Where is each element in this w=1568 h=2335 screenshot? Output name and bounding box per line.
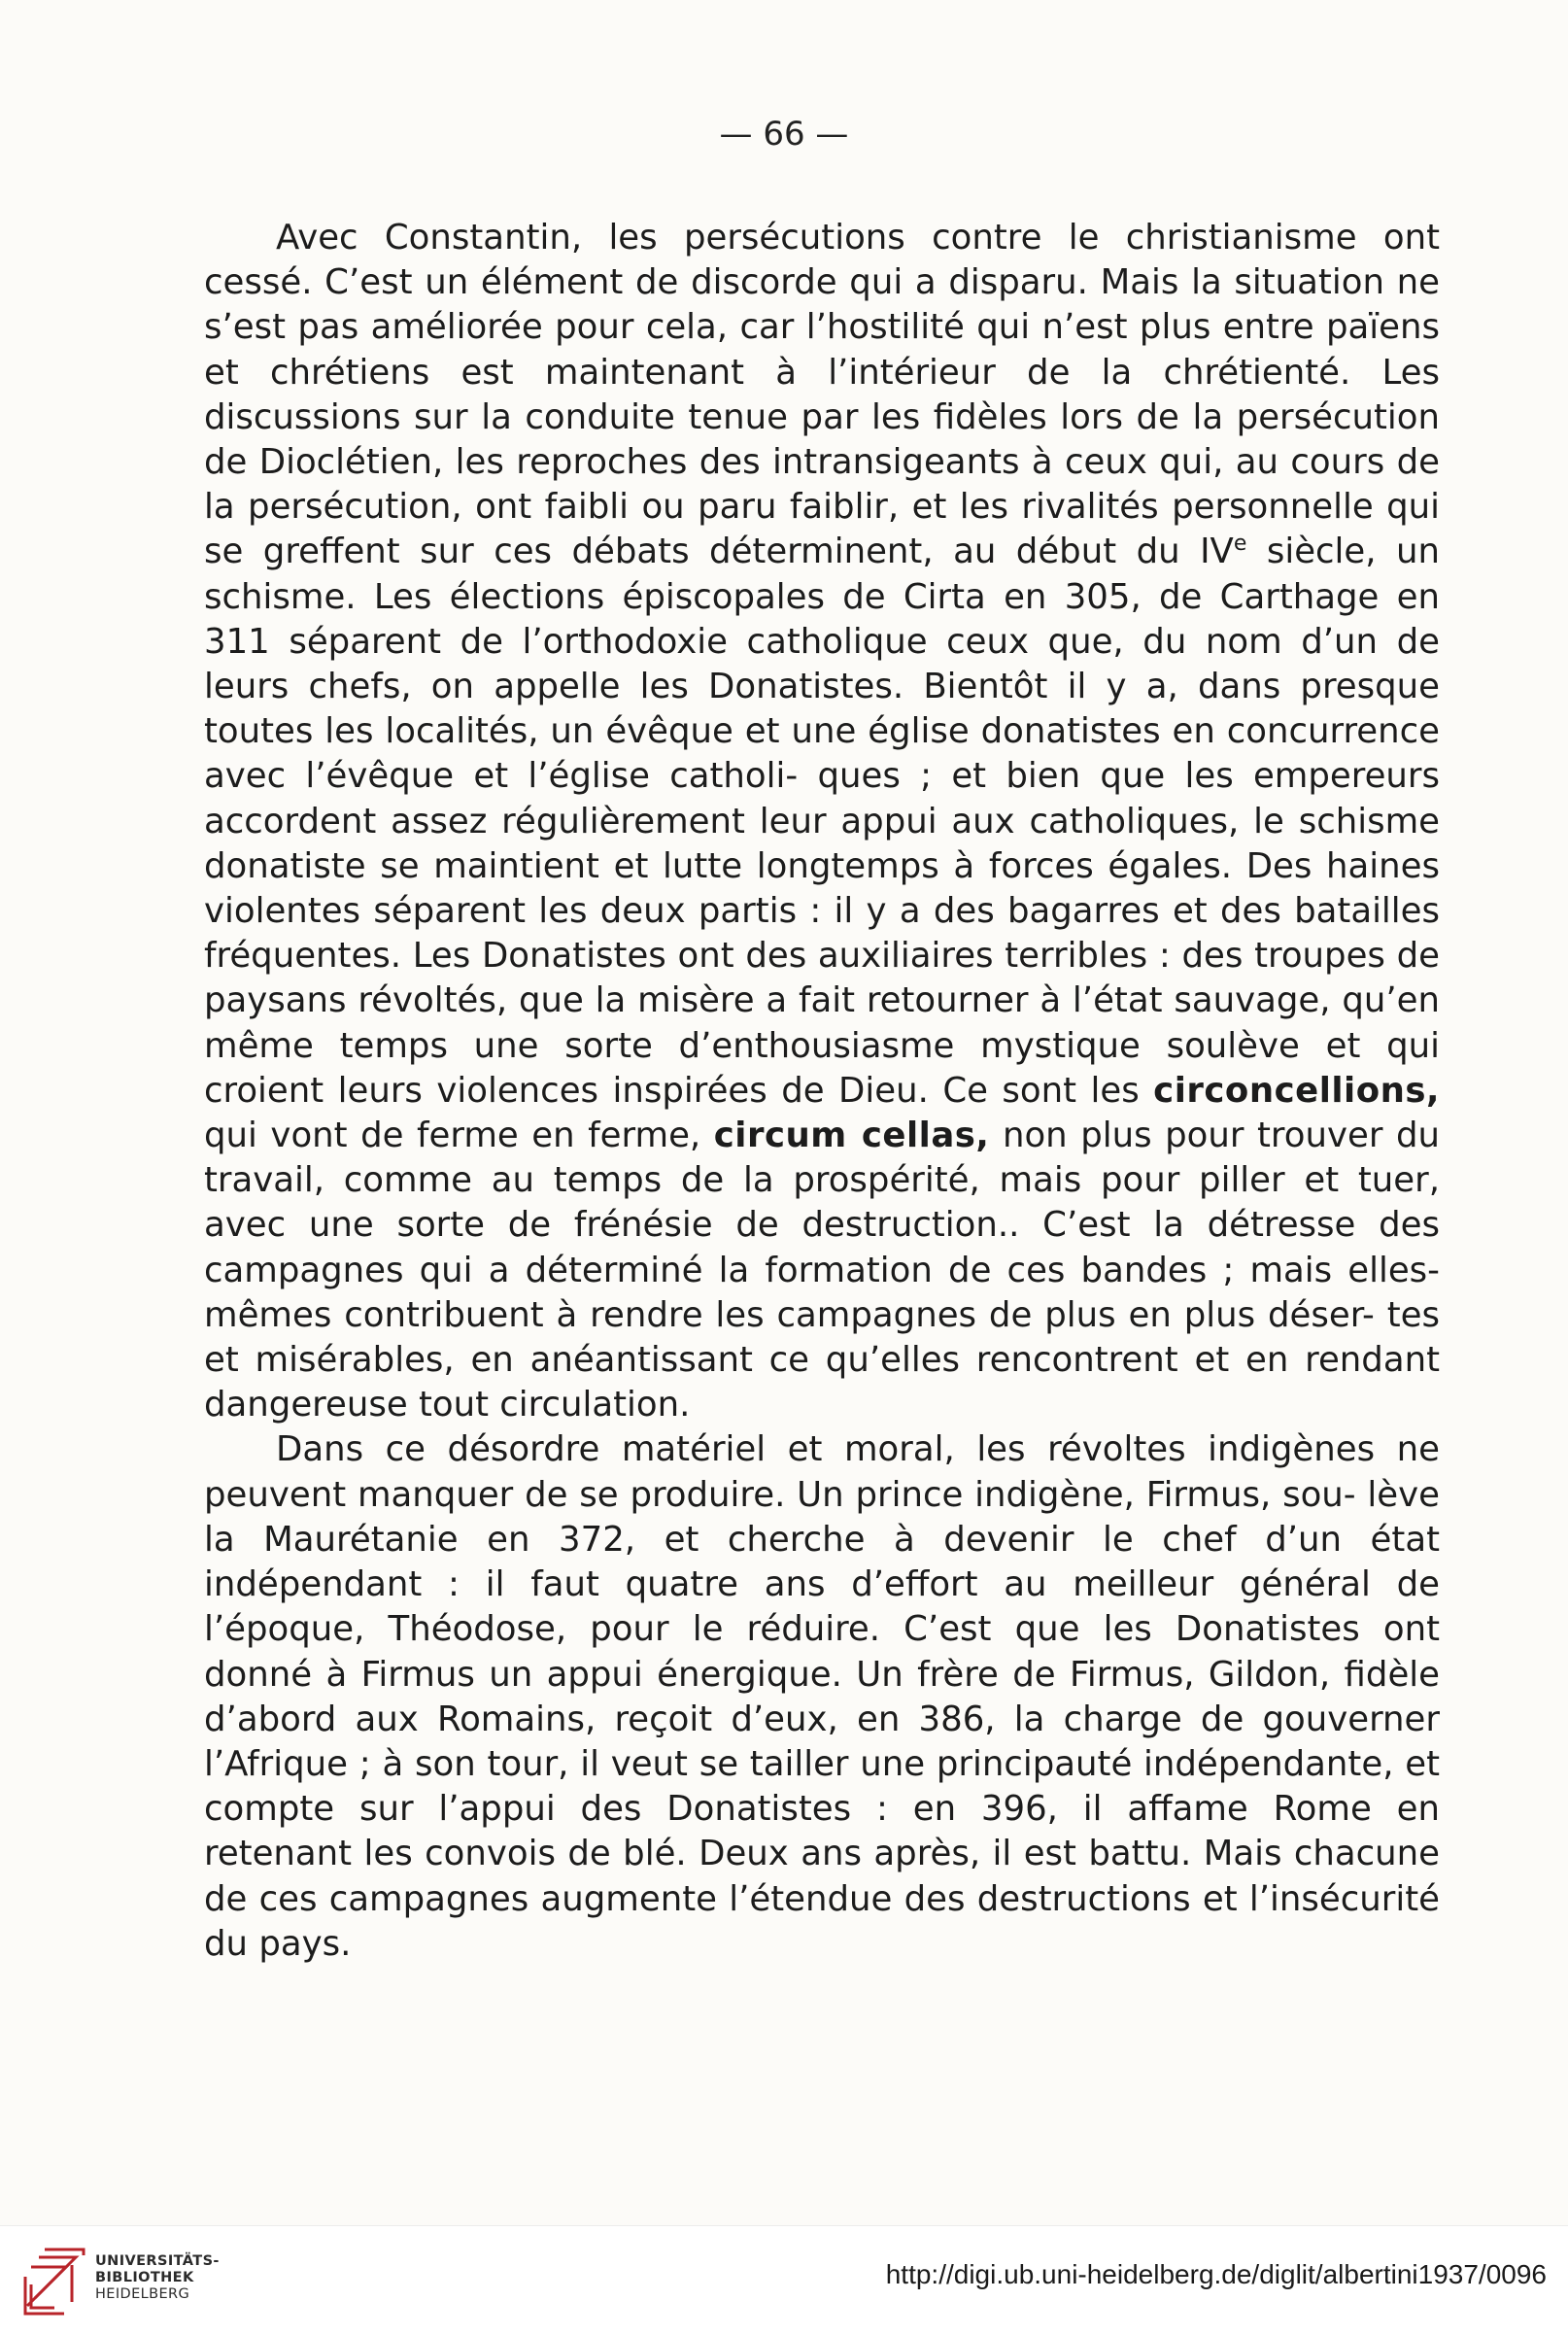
body-text (204, 216, 1440, 1967)
paragraph-1-text-b: siècle, un schisme. Les élections épiscopales de Cirta en 305, de Carthage en 311 séparent de l’orthodoxie catholique ceux que, du nom d’un de leurs chefs, on appelle les Donatistes. Bientôt il y a, dans presque toutes les localités, un évêque et une église donatistes en concurrence avec l’évêque et l’église catholi- ques ; et bien que les empereurs accordent assez régulièrement leur appui aux catholiques, le schisme donatiste se maintient et lutte longtemps à forces égales. Des haines violentes séparent les deux partis : il y a des bagarres et des batailles fréquentes. Les Donatistes ont des auxiliaires terribles : des troupes de paysans révoltés, que la misère a fait retourner à l’état sauvage, qu’en même temps une sorte d’enthousiasme mystique soulève et qui croient leurs violences inspirées de Dieu. Ce sont les (204, 532, 1440, 1111)
century-superscript: e (1233, 532, 1247, 557)
library-name-line-3: HEIDELBERG (95, 2286, 190, 2302)
library-name-line-2: BIBLIOTHEK (95, 2270, 194, 2285)
paragraph-1 (204, 216, 1440, 1427)
library-name (95, 2253, 220, 2303)
term-circum-cellas: circum cellas, (713, 1116, 990, 1156)
page-number: — 66 — (719, 115, 849, 154)
paragraph-1-text-c: qui vont de ferme en ferme, (204, 1116, 714, 1156)
library-name-line-1: UNIVERSITÄTS- (95, 2253, 220, 2269)
source-url-link[interactable]: http://digi.ub.uni-heidelberg.de/diglit/albertini1937/0096 (885, 2259, 1547, 2289)
footer-bar (0, 2225, 1568, 2335)
term-circoncellions: circoncellions, (1153, 1070, 1440, 1111)
library-logo-icon (16, 2242, 93, 2319)
paragraph-1-text-d: non plus pour trouver du travail, comme au temps de la prospérité, mais pour piller et tuer, avec une sorte de frénésie de destruction.. C’est la détresse des campagnes qui a déterminé la formation de ces bandes ; mais elles- mêmes contribuent à rendre les campagnes de plus en plus déser- tes et misérables, en anéantissant ce qu’elles rencontrent et en rendant dangereuse tout circulation. (204, 1116, 1440, 1425)
paragraph-2: Dans ce désordre matériel et moral, les révoltes indigènes ne peuvent manquer de se produire. Un prince indigène, Firmus, sou- lève la Maurétanie en 372, et cherche à devenir le chef d’un état indépendant : il faut quatre ans d’effort au meilleur général de l’époque, Théodose, pour le réduire. C’est que les Donatistes ont donné à Firmus un appui énergique. Un frère de Firmus, Gildon, fidèle d’abord aux Romains, reçoit d’eux, en 386, la charge de gouverner l’Afrique ; à son tour, il veut se tailler une principauté indépendante, et compte sur l’appui des Donatistes : en 396, il affame Rome en retenant les convois de blé. Deux ans après, il est battu. Mais chacune de ces campagnes augmente l’étendue des destructions et l’insécurité du pays. (204, 1429, 1440, 1964)
paragraph-1-text-a: Avec Constantin, les persécutions contre le christianisme ont cessé. C’est un élément de discorde qui a disparu. Mais la situation ne s’est pas améliorée pour cela, car l’hostilité qui n’est plus entre païens et chrétiens est maintenant à l’intérieur de la chrétienté. Les discussions sur la conduite tenue par les fidèles lors de la persécution de Dioclétien, les reproches des intransigeants à ceux qui, au cours de la persécution, ont faibli ou paru faiblir, et les rivalités personnelle qui se greffent sur ces débats déterminent, au début du IV (204, 218, 1440, 572)
